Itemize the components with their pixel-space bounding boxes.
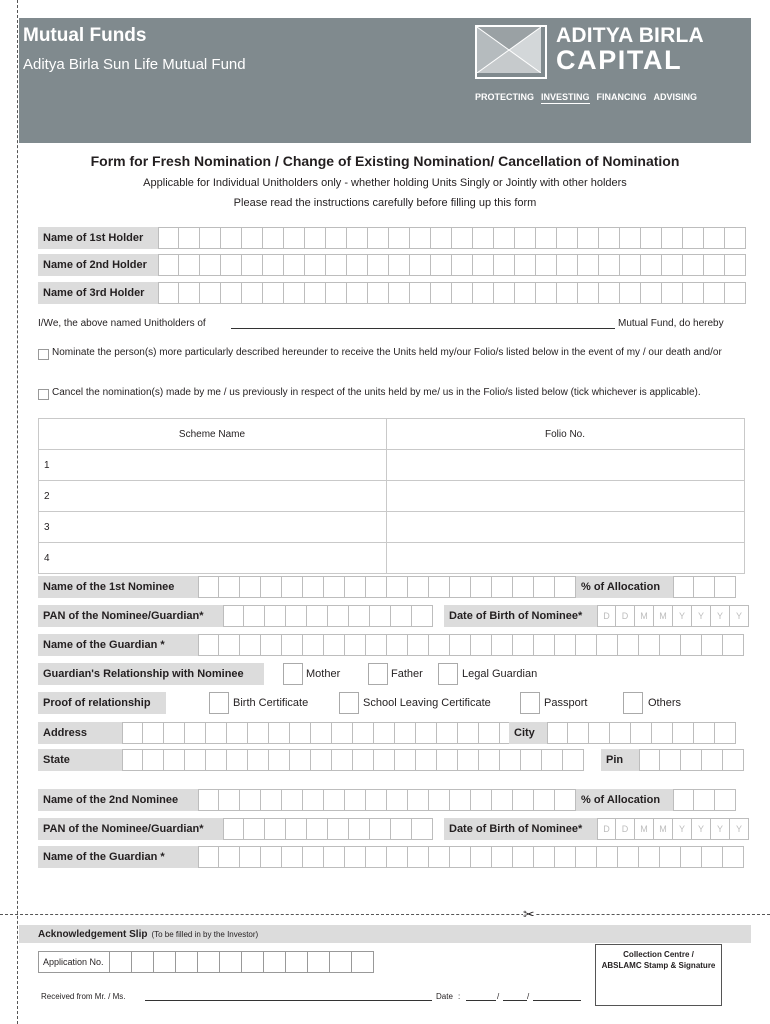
nominee2-name-field[interactable]	[198, 789, 576, 811]
table-row[interactable]	[39, 450, 745, 481]
holder1-label: Name of 1st Holder	[38, 227, 158, 249]
nominee1-guardian-field[interactable]	[198, 634, 744, 656]
holder2-label: Name of 2nd Holder	[38, 254, 158, 276]
logo-text-line2: CAPITAL	[556, 45, 683, 75]
nominee2-dob-label: Date of Birth of Nominee*	[444, 818, 597, 840]
father-label: Father	[391, 668, 423, 680]
ack-title: Acknowledgement Slip	[38, 928, 148, 940]
holder1-field[interactable]	[158, 227, 746, 249]
birth-cert-checkbox[interactable]	[209, 692, 229, 714]
brand-tagline	[475, 92, 697, 104]
school-cert-checkbox[interactable]	[339, 692, 359, 714]
stamp-line1: Collection Centre /	[623, 950, 694, 959]
pin-label: Pin	[601, 749, 639, 771]
others-checkbox[interactable]	[623, 692, 643, 714]
nominee1-allocation-field[interactable]	[673, 576, 736, 598]
address-field[interactable]	[122, 722, 521, 744]
nominee2-allocation-label: % of Allocation	[576, 789, 673, 811]
address-label: Address	[38, 722, 122, 744]
table-row[interactable]	[39, 543, 745, 574]
received-from-label: Received from Mr. / Ms.	[41, 992, 126, 1001]
mother-label: Mother	[306, 668, 341, 680]
cancel-text: Cancel the nomination(s) made by me / us previously in respect of the units held by me/ us in the Folio/s listed below (tick whichever is applicable).	[52, 387, 701, 398]
date-separator: /	[527, 992, 530, 1001]
nominee2-guardian-label: Name of the Guardian *	[38, 846, 198, 868]
nominee2-dob-field[interactable]: D D M M Y Y Y Y	[597, 818, 749, 840]
nominee2-guardian-field[interactable]	[198, 846, 744, 868]
holder2-field[interactable]	[158, 254, 746, 276]
others-label: Others	[648, 697, 682, 709]
table-header-row	[39, 419, 745, 450]
application-no-field[interactable]	[110, 951, 374, 973]
folio-header: Folio No.	[387, 419, 745, 450]
scheme-table	[38, 418, 745, 574]
row-number: 1	[39, 450, 387, 481]
date-label: Date	[436, 992, 453, 1001]
nominee2-pan-label: PAN of the Nominee/Guardian*	[38, 818, 223, 840]
nominee1-name-label: Name of the 1st Nominee	[38, 576, 198, 598]
city-label: City	[509, 722, 547, 744]
holder3-field[interactable]	[158, 282, 746, 304]
holder3-label: Name of 3rd Holder	[38, 282, 158, 304]
date-colon: :	[458, 992, 461, 1001]
stamp-line2: ABSLAMC Stamp & Signature	[601, 961, 716, 970]
nominee1-pan-label: PAN of the Nominee/Guardian*	[38, 605, 223, 627]
collection-stamp-box	[595, 944, 722, 1006]
table-row[interactable]	[39, 481, 745, 512]
nominate-checkbox[interactable]	[38, 349, 49, 360]
passport-checkbox[interactable]	[520, 692, 540, 714]
application-no-label: Application No.	[38, 951, 110, 973]
father-checkbox[interactable]	[368, 663, 388, 685]
row-number: 4	[39, 543, 387, 574]
cut-line	[0, 914, 770, 915]
declaration-suffix: Mutual Fund, do hereby	[618, 318, 724, 329]
tagline-item: INVESTING	[541, 92, 590, 102]
brand-logo-icon	[475, 25, 547, 79]
date-month-line[interactable]	[503, 1000, 527, 1001]
birth-cert-label: Birth Certificate	[233, 697, 309, 709]
passport-label: Passport	[544, 697, 588, 709]
nominee1-allocation-label: % of Allocation	[576, 576, 673, 598]
cancel-checkbox[interactable]	[38, 389, 49, 400]
folio-cell[interactable]	[387, 481, 745, 512]
logo-text-line1: ADITYA BIRLA	[556, 24, 704, 47]
header-title: Mutual Funds	[23, 25, 147, 46]
date-separator: /	[497, 992, 500, 1001]
scheme-name-header: Scheme Name	[39, 419, 387, 450]
tagline-item: FINANCING	[596, 92, 647, 102]
state-label: State	[38, 749, 122, 771]
tagline-item: PROTECTING	[475, 92, 535, 102]
ack-note: (To be filled in by the Investor)	[151, 929, 259, 939]
nominee1-dob-field[interactable]: D D M M Y Y Y Y	[597, 605, 749, 627]
legal-guardian-label: Legal Guardian	[462, 668, 538, 680]
table-row[interactable]	[39, 512, 745, 543]
date-year-line[interactable]	[533, 1000, 581, 1001]
ack-header	[19, 925, 751, 943]
row-number: 3	[39, 512, 387, 543]
nominee1-guardian-label: Name of the Guardian *	[38, 634, 198, 656]
relationship-label: Guardian's Relationship with Nominee	[38, 663, 264, 685]
pin-field[interactable]	[639, 749, 744, 771]
legal-guardian-checkbox[interactable]	[438, 663, 458, 685]
received-from-line[interactable]	[145, 1000, 432, 1001]
date-day-line[interactable]	[466, 1000, 496, 1001]
form-title: Form for Fresh Nomination / Change of Existing Nomination/ Cancellation of Nomination	[90, 153, 680, 169]
nominee1-pan-field[interactable]	[223, 605, 433, 627]
instructions-note: Please read the instructions carefully before filling up this form	[233, 197, 537, 209]
city-field[interactable]	[547, 722, 736, 744]
state-field[interactable]	[122, 749, 584, 771]
nominate-text: Nominate the person(s) more particularly described hereunder to receive the Units held my/our Folio/s listed below in the event of my / our death and/or	[52, 347, 722, 358]
nominee2-allocation-field[interactable]	[673, 789, 736, 811]
scissors-icon: ✂	[523, 906, 535, 922]
folio-cell[interactable]	[387, 543, 745, 574]
row-number: 2	[39, 481, 387, 512]
mother-checkbox[interactable]	[283, 663, 303, 685]
nominee1-name-field[interactable]	[198, 576, 576, 598]
tagline-item: ADVISING	[653, 92, 698, 102]
proof-label: Proof of relationship	[38, 692, 166, 714]
school-cert-label: School Leaving Certificate	[363, 697, 491, 709]
nominee2-name-label: Name of the 2nd Nominee	[38, 789, 198, 811]
fund-name-line[interactable]	[231, 328, 615, 329]
folio-cell[interactable]	[387, 450, 745, 481]
declaration-prefix: I/We, the above named Unitholders of	[38, 318, 206, 329]
header-subtitle: Aditya Birla Sun Life Mutual Fund	[23, 56, 246, 73]
nominee2-pan-field[interactable]	[223, 818, 433, 840]
applicability-note: Applicable for Individual Unitholders only - whether holding Units Singly or Jointly with other holders	[143, 177, 627, 189]
nominee1-dob-label: Date of Birth of Nominee*	[444, 605, 597, 627]
folio-cell[interactable]	[387, 512, 745, 543]
